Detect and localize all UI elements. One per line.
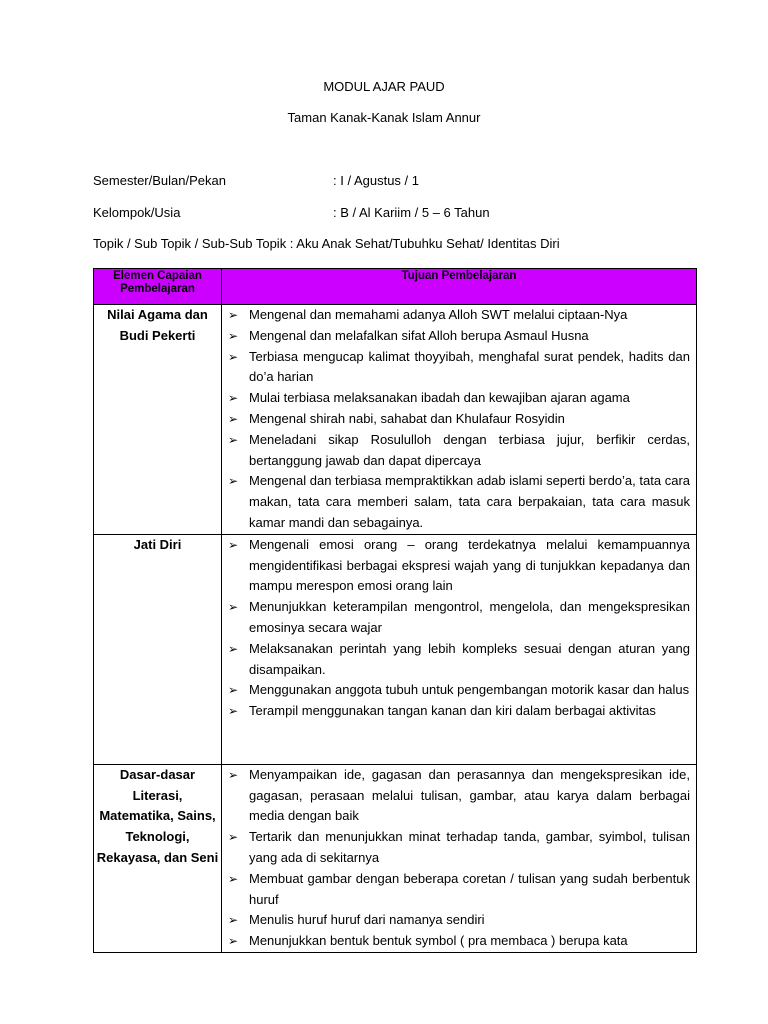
learning-objectives-table [93,268,697,953]
arrow-bullet-icon: ➢ [228,641,239,656]
arrow-bullet-icon: ➢ [228,308,239,322]
list-item: ➢ Menunjukkan bentuk bentuk symbol ( pra membaca ) berupa kata [222,931,690,952]
element-cell: Dasar-dasar Literasi, Matematika, Sains, Teknologi, Rekayasa, dan Seni [94,764,222,952]
arrow-bullet-icon: ➢ [228,913,239,928]
element-cell: Nilai Agama dan Budi Pekerti [94,305,222,535]
objectives-cell [222,764,697,952]
arrow-bullet-icon: ➢ [228,474,239,489]
list-item: ➢ Menggunakan anggota tubuh untuk pengembangan motorik kasar dan halus [222,680,690,701]
objectives-list [222,535,696,722]
arrow-bullet-icon: ➢ [228,349,239,364]
school-name: Taman Kanak-Kanak Islam Annur [287,110,481,125]
arrow-bullet-icon: ➢ [228,830,239,845]
list-item: ➢ Menulis huruf huruf dari namanya sendiri [222,910,690,931]
list-item: ➢ Menunjukkan keterampilan mengontrol, mengelola, dan mengekspresikan emosinya secara wajar [228,599,690,635]
list-item: ➢ Melaksanakan perintah yang lebih kompleks sesuai dengan aturan yang disampaikan. [228,640,690,677]
meta-kelompok [93,205,490,220]
objectives-list [222,305,696,534]
arrow-bullet-icon: ➢ [228,328,239,343]
list-item: ➢ Meneladani sikap Rosululloh dengan terbiasa jujur, berfikir cerdas, bertanggung jawab dan dapat dipercaya [228,431,690,468]
list-item: ➢ Mengenal shirah nabi, sahabat dan Khulafaur Rosyidin [222,409,690,430]
arrow-bullet-icon: ➢ [228,683,239,698]
arrow-bullet-icon: ➢ [228,871,239,886]
meta-semester-value: : I / Agustus / 1 [333,173,419,188]
arrow-bullet-icon: ➢ [228,704,239,719]
objectives-list [222,765,696,952]
arrow-bullet-icon: ➢ [228,767,239,782]
table-row [94,764,697,952]
header-tujuan: Tujuan Pembelajaran [222,269,697,305]
arrow-bullet-icon: ➢ [228,600,239,615]
table-row [94,305,697,535]
arrow-bullet-icon: ➢ [228,537,239,552]
list-item: ➢ Tertarik dan menunjukkan minat terhadap tanda, gambar, syimbol, tulisan yang ada di sekitarnya [228,829,690,865]
arrow-bullet-icon: ➢ [228,391,239,406]
meta-topik: Topik / Sub Topik / Sub-Sub Topik : Aku Anak Sehat/Tubuhku Sehat/ Identitas Diri [93,236,560,251]
table-row [94,534,697,764]
list-item: ➢ Mulai terbiasa melaksanakan ibadah dan kewajiban ajaran agama [222,388,690,409]
arrow-bullet-icon: ➢ [228,432,239,447]
list-item: ➢ Membuat gambar dengan beberapa coretan / tulisan yang sudah berbentuk huruf [228,870,690,907]
table-header-row [94,269,697,305]
arrow-bullet-icon: ➢ [228,934,239,949]
meta-kelompok-value: : B / Al Kariim / 5 – 6 Tahun [333,205,490,220]
document-title: MODUL AJAR PAUD [323,79,445,94]
meta-kelompok-label: Kelompok/Usia [93,205,181,220]
element-cell: Jati Diri [94,534,222,764]
meta-semester-label: Semester/Bulan/Pekan [93,173,226,188]
arrow-bullet-icon: ➢ [228,411,239,426]
list-item: ➢ Mengenal dan terbiasa mempraktikkan adab islami seperti berdo’a, tata cara makan, tata cara memberi salam, tata cara berpakaian, tata cara masuk kamar mandi dan sebagainya. [228,473,690,530]
meta-semester [93,173,419,188]
list-item: ➢ Terbiasa mengucap kalimat thoyyibah, menghafal surat pendek, hadits dan do’a harian [228,348,690,385]
list-item: ➢ Mengenal dan melafalkan sifat Alloh berupa Asmaul Husna [222,326,690,347]
list-item: ➢ Terampil menggunakan tangan kanan dan kiri dalam berbagai aktivitas [222,701,690,722]
objectives-cell [222,534,697,764]
list-item: ➢ Menyampaikan ide, gagasan dan perasannya dan mengekspresikan ide, gagasan, perasaan melalui tulisan, gambar, atau karya dalam berbagai media dengan baik [228,766,690,824]
objectives-cell [222,305,697,535]
list-item: ➢ Mengenali emosi orang – orang terdekatnya melalui kemampuannya mengidentifikasi berbagai ekspresi wajah yang di tunjukkan kepadanya dan mampu merespon emosi orang lain [228,536,690,594]
list-item: ➢ Mengenal dan memahami adanya Alloh SWT melalui ciptaan-Nya [222,305,690,326]
header-elemen: Elemen Capaian Pembelajaran [94,269,222,305]
